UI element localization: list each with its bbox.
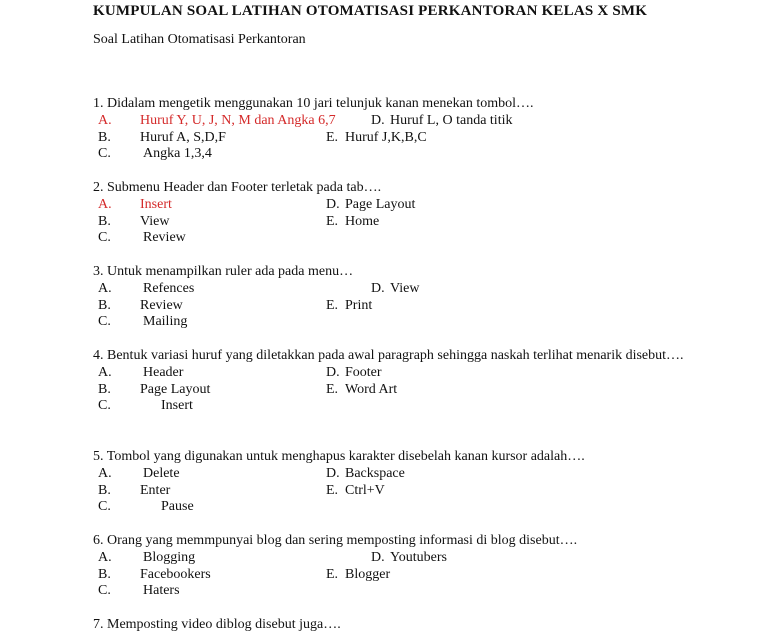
option-letter: C. bbox=[98, 583, 111, 599]
option-letter: E. bbox=[326, 297, 339, 313]
option-d bbox=[326, 196, 416, 214]
option-c bbox=[98, 398, 193, 415]
option-c bbox=[98, 230, 186, 247]
question-4 bbox=[93, 348, 733, 415]
option-text: Review bbox=[143, 230, 186, 246]
option-row bbox=[93, 382, 733, 399]
option-letter: D. bbox=[371, 549, 385, 565]
question-text: 7. Memposting video diblog disebut juga…. bbox=[93, 617, 341, 632]
answer-options bbox=[93, 113, 733, 163]
option-d bbox=[371, 112, 513, 130]
answer-options bbox=[93, 197, 733, 247]
option-text: Enter bbox=[140, 482, 171, 498]
option-letter: A. bbox=[98, 549, 112, 565]
answer-options bbox=[93, 365, 733, 415]
option-row bbox=[93, 214, 733, 231]
option-text: Huruf Y, U, J, N, M dan Angka 6,7 bbox=[140, 112, 336, 128]
question-text: 1. Didalam mengetik menggunakan 10 jari telunjuk kanan menekan tombol…. bbox=[93, 96, 534, 111]
option-b bbox=[98, 381, 211, 399]
option-text: Ctrl+V bbox=[345, 482, 385, 498]
option-letter: A. bbox=[98, 280, 112, 296]
question-text: 4. Bentuk variasi huruf yang diletakkan pada awal paragraph sehingga naskah terlihat menarik disebut…. bbox=[93, 348, 684, 363]
option-a bbox=[98, 280, 195, 298]
option-e bbox=[326, 566, 391, 584]
option-text: Mailing bbox=[143, 314, 188, 330]
option-a bbox=[98, 549, 196, 567]
option-e bbox=[326, 213, 380, 231]
option-row bbox=[93, 230, 733, 247]
option-text: Insert bbox=[140, 196, 172, 212]
option-letter: B. bbox=[98, 297, 111, 313]
option-row bbox=[93, 550, 733, 567]
question-text: 6. Orang yang memmpunyai blog dan sering memposting informasi di blog disebut…. bbox=[93, 533, 578, 548]
option-b bbox=[98, 297, 183, 315]
option-letter: D. bbox=[326, 364, 340, 380]
question-3 bbox=[93, 264, 733, 331]
option-letter: D. bbox=[326, 465, 340, 481]
option-text: Page Layout bbox=[140, 381, 211, 397]
question-text: 2. Submenu Header dan Footer terletak pada tab…. bbox=[93, 180, 382, 195]
option-text: Word Art bbox=[345, 381, 398, 397]
option-letter: B. bbox=[98, 566, 111, 582]
option-text: Youtubers bbox=[390, 549, 447, 565]
option-text: Refences bbox=[143, 280, 195, 296]
option-d bbox=[371, 549, 447, 567]
option-text: Delete bbox=[143, 465, 180, 481]
option-text: Angka 1,3,4 bbox=[143, 146, 212, 162]
option-text: Haters bbox=[143, 583, 180, 599]
document-title: KUMPULAN SOAL LATIHAN OTOMATISASI PERKANTORAN KELAS X SMK bbox=[93, 3, 648, 19]
option-letter: E. bbox=[326, 213, 339, 229]
option-text: Footer bbox=[345, 364, 382, 380]
option-e bbox=[326, 381, 398, 399]
option-letter: E. bbox=[326, 482, 339, 498]
option-row bbox=[93, 567, 733, 584]
option-text: Insert bbox=[161, 398, 193, 414]
option-letter: C. bbox=[98, 499, 111, 515]
option-row bbox=[93, 466, 733, 483]
option-text: Page Layout bbox=[345, 196, 416, 212]
question-text: 3. Untuk menampilkan ruler ada pada menu… bbox=[93, 264, 354, 279]
option-row bbox=[93, 113, 733, 130]
option-a bbox=[98, 196, 172, 214]
option-row bbox=[93, 483, 733, 500]
option-letter: B. bbox=[98, 482, 111, 498]
option-row bbox=[93, 583, 733, 600]
option-text: Pause bbox=[161, 499, 194, 515]
answer-options bbox=[93, 466, 733, 516]
option-row bbox=[93, 130, 733, 147]
option-d bbox=[326, 465, 405, 483]
option-c bbox=[98, 146, 212, 163]
option-row bbox=[93, 298, 733, 315]
option-text: Home bbox=[345, 213, 380, 229]
option-b bbox=[98, 213, 170, 231]
question-2 bbox=[93, 180, 733, 247]
option-text: Blogger bbox=[345, 566, 391, 582]
question-5 bbox=[93, 449, 733, 516]
option-letter: C. bbox=[98, 398, 111, 414]
option-letter: C. bbox=[98, 230, 111, 246]
option-e bbox=[326, 482, 385, 500]
option-letter: D. bbox=[371, 280, 385, 296]
option-row bbox=[93, 499, 733, 516]
option-row bbox=[93, 281, 733, 298]
option-text: Review bbox=[140, 297, 183, 313]
option-row bbox=[93, 365, 733, 382]
option-a bbox=[98, 465, 180, 483]
option-text: Blogging bbox=[143, 549, 196, 565]
option-letter: A. bbox=[98, 112, 112, 128]
option-text: Huruf L, O tanda titik bbox=[390, 112, 513, 128]
option-text: Header bbox=[143, 364, 184, 380]
question-6 bbox=[93, 533, 733, 600]
option-text: View bbox=[140, 213, 170, 229]
option-letter: A. bbox=[98, 196, 112, 212]
question-7 bbox=[93, 617, 733, 634]
option-row bbox=[93, 398, 733, 415]
option-b bbox=[98, 482, 171, 500]
option-e bbox=[326, 129, 427, 147]
option-a bbox=[98, 364, 184, 382]
option-d bbox=[326, 364, 382, 382]
option-text: Huruf A, S,D,F bbox=[140, 129, 226, 145]
question-1 bbox=[93, 96, 733, 163]
option-row bbox=[93, 197, 733, 214]
option-letter: B. bbox=[98, 381, 111, 397]
option-letter: A. bbox=[98, 465, 112, 481]
option-b bbox=[98, 566, 211, 584]
answer-options bbox=[93, 281, 733, 331]
option-b bbox=[98, 129, 226, 147]
option-e bbox=[326, 297, 373, 315]
option-d bbox=[371, 280, 420, 298]
option-letter: E. bbox=[326, 129, 339, 145]
option-c bbox=[98, 314, 188, 331]
option-c bbox=[98, 583, 180, 600]
option-letter: C. bbox=[98, 314, 111, 330]
option-letter: B. bbox=[98, 129, 111, 145]
option-text: Huruf J,K,B,C bbox=[345, 129, 427, 145]
option-letter: A. bbox=[98, 364, 112, 380]
question-text: 5. Tombol yang digunakan untuk menghapus karakter disebelah kanan kursor adalah…. bbox=[93, 449, 585, 464]
option-row bbox=[93, 146, 733, 163]
option-letter: E. bbox=[326, 566, 339, 582]
option-text: Print bbox=[345, 297, 373, 313]
option-letter: D. bbox=[371, 112, 385, 128]
option-a bbox=[98, 112, 336, 130]
option-letter: C. bbox=[98, 146, 111, 162]
document-subtitle: Soal Latihan Otomatisasi Perkantoran bbox=[93, 32, 306, 47]
option-text: Backspace bbox=[345, 465, 405, 481]
option-c bbox=[98, 499, 194, 516]
option-text: View bbox=[390, 280, 420, 296]
option-text: Facebookers bbox=[140, 566, 211, 582]
answer-options bbox=[93, 550, 733, 600]
option-row bbox=[93, 314, 733, 331]
option-letter: D. bbox=[326, 196, 340, 212]
option-letter: B. bbox=[98, 213, 111, 229]
option-letter: E. bbox=[326, 381, 339, 397]
